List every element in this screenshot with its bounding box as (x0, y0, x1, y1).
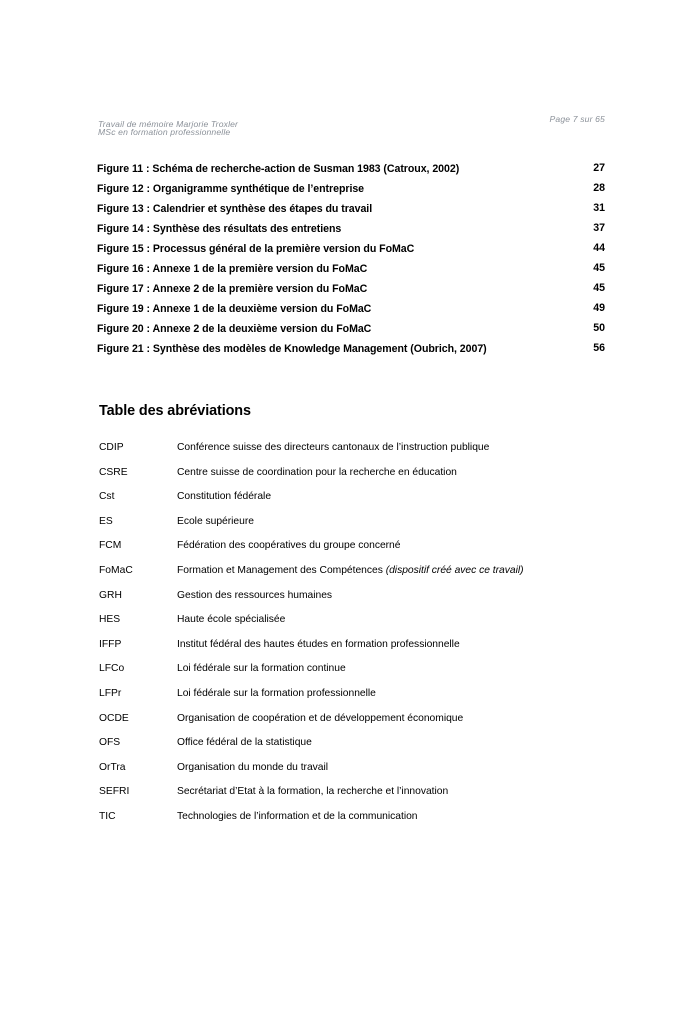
abbreviation-definition (177, 441, 489, 454)
figure-entry-page-number: 27 (593, 162, 605, 174)
abbreviation-term: GRH (99, 589, 122, 601)
abbreviation-definition (177, 539, 400, 552)
figure-entry-page-number: 50 (593, 322, 605, 334)
abbreviation-entry (99, 613, 605, 638)
abbreviation-entry (99, 712, 605, 737)
abbreviation-definition-text: Institut fédéral des hautes études en formation professionnelle (177, 638, 460, 650)
figure-entry[interactable] (97, 298, 605, 318)
abbreviation-definition-text: Centre suisse de coordination pour la recherche en éducation (177, 466, 457, 478)
abbreviation-definition-text: Organisation du monde du travail (177, 761, 329, 773)
abbreviation-term: SEFRI (99, 786, 130, 798)
abbreviation-definition (177, 785, 448, 798)
abbreviation-definition-text: Loi fédérale sur la formation professionnelle (177, 687, 376, 699)
figure-entry-page-number: 56 (593, 342, 605, 354)
abbreviation-term: OCDE (99, 712, 129, 724)
abbreviation-term: CSRE (99, 466, 128, 478)
figure-entry-page-number: 28 (593, 182, 605, 194)
abbreviations-list (99, 441, 605, 835)
abbreviation-definition-text: Formation et Management des Compétences (177, 564, 386, 576)
abbreviation-term: FoMaC (99, 564, 133, 576)
abbreviation-definition (177, 712, 463, 725)
abbreviation-entry (99, 539, 605, 564)
abbreviation-entry (99, 564, 605, 589)
figure-entry[interactable] (97, 258, 605, 278)
abbreviation-entry (99, 638, 605, 663)
figure-entry[interactable] (97, 218, 605, 238)
abbreviation-term: LFCo (99, 663, 125, 675)
abbreviation-definition (177, 736, 312, 749)
running-header (98, 114, 605, 137)
figure-entry-label: Figure 16 : Annexe 1 de la première version du FoMaC (97, 263, 368, 275)
list-of-figures (97, 158, 605, 358)
figure-entry-label: Figure 17 : Annexe 2 de la première version du FoMaC (97, 283, 368, 295)
abbreviation-definition (177, 589, 332, 602)
abbreviation-term: TIC (99, 810, 116, 822)
abbreviation-entry (99, 736, 605, 761)
figure-entry-label: Figure 12 : Organigramme synthétique de l’entreprise (97, 183, 365, 195)
figure-entry[interactable] (97, 318, 605, 338)
figure-entry[interactable] (97, 178, 605, 198)
abbreviation-entry (99, 662, 605, 687)
figure-entry-page-number: 37 (593, 222, 605, 234)
abbreviation-definition (177, 490, 271, 503)
figure-entry-label: Figure 21 : Synthèse des modèles de Knowledge Management (Oubrich, 2007) (97, 343, 487, 355)
abbreviation-entry (99, 466, 605, 491)
abbreviation-term: CDIP (99, 442, 124, 453)
figure-entry-label: Figure 11 : Schéma de recherche-action de Susman 1983 (Catroux, 2002) (97, 163, 460, 175)
figure-entry-label: Figure 15 : Processus général de la première version du FoMaC (97, 243, 415, 255)
abbreviations-heading: Table des abréviations (99, 403, 251, 419)
abbreviation-term: OrTra (99, 761, 126, 773)
abbreviation-term: HES (99, 614, 121, 626)
abbreviation-definition (177, 687, 376, 700)
figure-entry[interactable] (97, 278, 605, 298)
abbreviation-definition-text: Technologies de l’information et de la communication (177, 810, 418, 822)
abbreviation-term: ES (99, 515, 113, 527)
abbreviation-definition-text: Gestion des ressources humaines (177, 589, 333, 601)
figure-entry-page-number: 44 (593, 242, 605, 254)
abbreviation-term: OFS (99, 737, 121, 749)
abbreviation-definition (177, 810, 418, 823)
abbreviation-definition-text: Loi fédérale sur la formation continue (177, 663, 346, 675)
abbreviation-term: FCM (99, 540, 122, 552)
abbreviation-definition (177, 662, 346, 675)
figure-entry[interactable] (97, 198, 605, 218)
abbreviation-definition (177, 466, 457, 479)
abbreviation-definition-text: Conférence suisse des directeurs cantonaux de l’instruction publique (177, 442, 490, 453)
figure-entry-page-number: 45 (593, 282, 605, 294)
abbreviation-definition-note: (dispositif créé avec ce travail) (385, 564, 524, 576)
abbreviation-definition (177, 761, 328, 774)
abbreviation-definition (177, 613, 285, 626)
figure-entry[interactable] (97, 338, 605, 358)
abbreviation-entry (99, 785, 605, 810)
running-header-row (98, 114, 605, 129)
figure-entry-label: Figure 14 : Synthèse des résultats des entretiens (97, 223, 342, 235)
figure-entry-page-number: 45 (593, 262, 605, 274)
header-subtitle-line: MSc en formation professionnelle (98, 127, 231, 137)
abbreviation-definition-text: Ecole supérieure (177, 515, 254, 527)
figure-entry[interactable] (97, 158, 605, 178)
abbreviation-entry (99, 810, 605, 835)
abbreviation-entry (99, 589, 605, 614)
abbreviation-entry (99, 687, 605, 712)
abbreviation-entry (99, 441, 605, 466)
header-author-line: Travail de mémoire Marjorie Troxler (98, 119, 239, 129)
page-indicator: Page 7 sur 65 (549, 114, 605, 124)
abbreviation-entry (99, 761, 605, 786)
figure-entry-label: Figure 19 : Annexe 1 de la deuxième version du FoMaC (97, 303, 372, 315)
abbreviation-term: IFFP (99, 638, 122, 650)
abbreviation-definition-text: Constitution fédérale (177, 491, 272, 503)
figure-entry[interactable] (97, 238, 605, 258)
abbreviation-definition-text: Haute école spécialisée (177, 614, 286, 626)
abbreviation-entry (99, 490, 605, 515)
abbreviation-definition (177, 515, 254, 528)
abbreviation-definition-text: Office fédéral de la statistique (177, 737, 312, 749)
abbreviation-definition (177, 638, 460, 651)
figure-entry-page-number: 49 (593, 302, 605, 314)
figure-entry-label: Figure 13 : Calendrier et synthèse des étapes du travail (97, 203, 373, 215)
figure-entry-label: Figure 20 : Annexe 2 de la deuxième version du FoMaC (97, 323, 372, 335)
abbreviation-entry (99, 515, 605, 540)
abbreviation-definition-text: Secrétariat d’Etat à la formation, la recherche et l’innovation (177, 786, 449, 798)
abbreviation-definition-text: Organisation de coopération et de développement économique (177, 712, 464, 724)
figure-entry-page-number: 31 (593, 202, 605, 214)
abbreviation-term: LFPr (99, 687, 122, 699)
abbreviation-definition-text: Fédération des coopératives du groupe concerné (177, 540, 401, 552)
abbreviation-term: Cst (99, 491, 115, 503)
abbreviation-definition (177, 564, 524, 577)
